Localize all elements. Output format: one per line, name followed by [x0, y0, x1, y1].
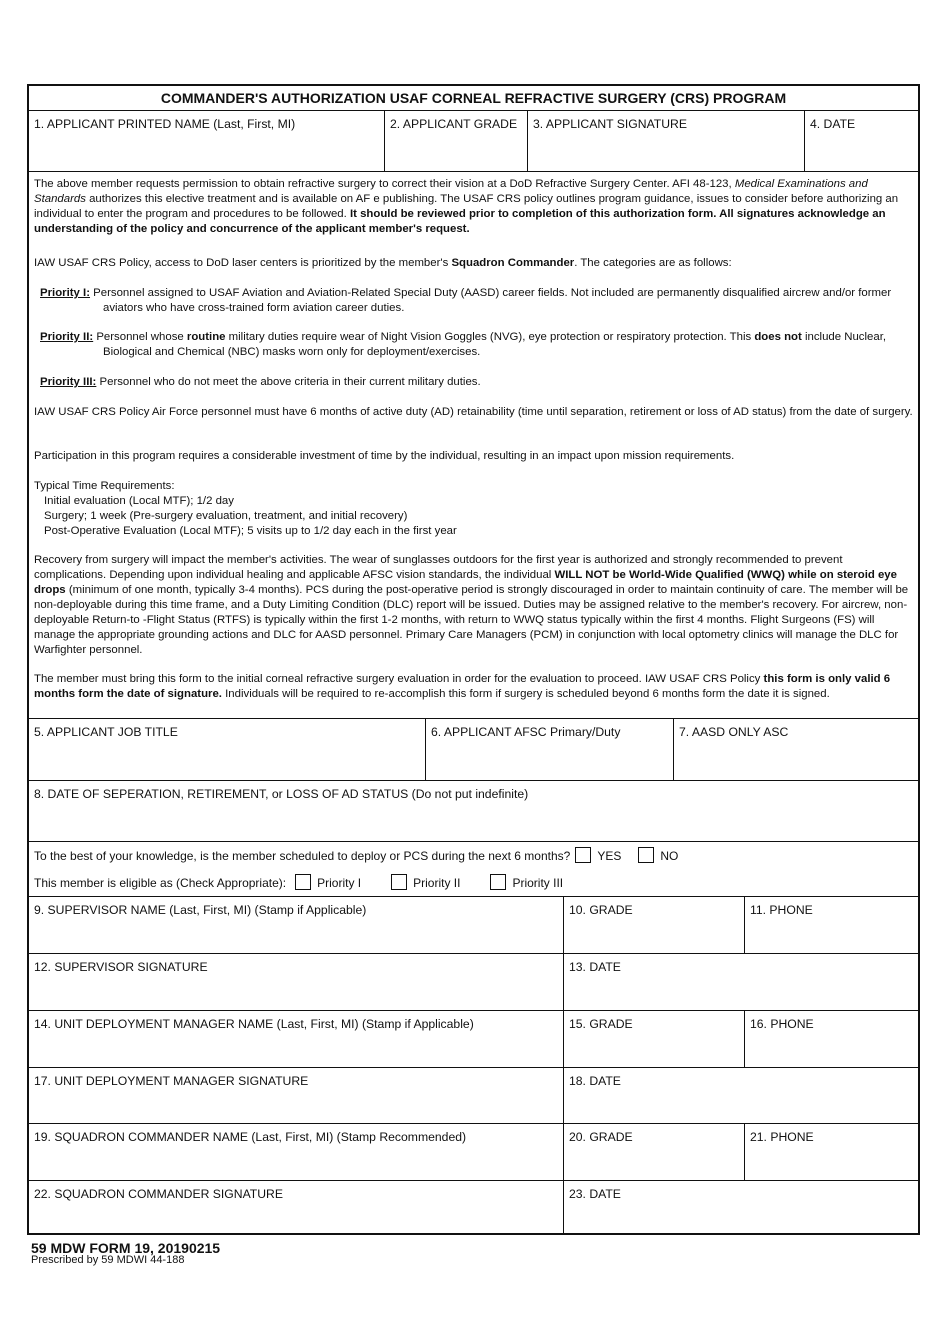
priority-1-checkbox[interactable] — [295, 874, 311, 890]
no-label: NO — [660, 849, 679, 863]
field-label: 8. DATE OF SEPERATION, RETIREMENT, or LOSS OF AD STATUS (Do not put indefinite) — [34, 787, 529, 801]
priority-1-paragraph: Priority I: Personnel assigned to USAF Aviation and Aviation-Related Special Duty (AASD) career fields. Not included are permanently disqualified aircrew and/or former aviators who have cross-trained form aviation career duties. — [40, 287, 892, 314]
priority-3-checkbox[interactable] — [490, 874, 506, 890]
field-commander-date[interactable] — [563, 1181, 918, 1235]
deploy-question: To the best of your knowledge, is the member scheduled to deploy or PCS during the next 6 months? — [34, 849, 571, 863]
field-applicant-signature[interactable] — [527, 111, 804, 171]
field-udm-grade[interactable] — [563, 1011, 744, 1067]
field-label: 17. UNIT DEPLOYMENT MANAGER SIGNATURE — [34, 1074, 309, 1088]
separation-date-row — [29, 781, 918, 842]
validity-paragraph: The member must bring this form to the initial corneal refractive surgery evaluation in order for the evaluation to proceed. IAW USAF CRS Policy this form is only valid 6 months form the date of signature. Individuals will be required to re-accomplish this form if surgery is scheduled beyond 6 months form the date it is signed. — [34, 673, 891, 700]
participation-paragraph: Participation in this program requires a considerable investment of time by the individual, resulting in an impact upon mission requirements. — [34, 450, 735, 462]
policy-text-block — [29, 172, 918, 719]
field-commander-signature[interactable] — [29, 1181, 563, 1235]
prescribed-by: Prescribed by 59 MDWI 44-188 — [31, 1254, 185, 1266]
field-supervisor-signature[interactable] — [29, 954, 563, 1010]
field-label: 3. APPLICANT SIGNATURE — [533, 117, 687, 131]
no-checkbox[interactable] — [638, 847, 654, 863]
commander-signature-row — [29, 1181, 918, 1235]
yes-checkbox[interactable] — [575, 847, 591, 863]
field-udm-phone[interactable] — [744, 1011, 918, 1067]
field-commander-phone[interactable] — [744, 1124, 918, 1180]
priority-3-label: Priority III — [512, 876, 564, 890]
field-label: 4. DATE — [810, 117, 856, 131]
field-applicant-grade[interactable] — [384, 111, 527, 171]
field-applicant-name[interactable] — [29, 111, 384, 171]
field-label: 21. PHONE — [750, 1130, 814, 1144]
field-label: 22. SQUADRON COMMANDER SIGNATURE — [34, 1187, 283, 1201]
form-title: COMMANDER'S AUTHORIZATION USAF CORNEAL REFRACTIVE SURGERY (CRS) PROGRAM — [29, 86, 918, 111]
priority-2-paragraph: Priority II: Personnel whose routine military duties require wear of Night Vision Goggles (NVG), eye protection or respiratory protection. This does not include Nuclear, Biological and Chemical (NBC) masks worn only for deployment/exercises. — [40, 331, 887, 358]
field-supervisor-date[interactable] — [563, 954, 918, 1010]
udm-signature-row — [29, 1068, 918, 1124]
field-udm-date[interactable] — [563, 1068, 918, 1123]
supervisor-name-row — [29, 897, 918, 954]
field-label: 9. SUPERVISOR NAME (Last, First, MI) (Stamp if Applicable) — [34, 903, 367, 917]
applicant-info-row — [29, 111, 918, 172]
retainability-paragraph: IAW USAF CRS Policy Air Force personnel must have 6 months of active duty (AD) retainability (time until separation, retirement or loss of AD status) from the date of surgery. — [34, 406, 913, 418]
yes-label: YES — [597, 849, 622, 863]
time-requirements: Typical Time Requirements: Initial evaluation (Local MTF); 1/2 day Surgery; 1 week (Pre-surgery evaluation, treatment, and initial recovery) Post-Operative Evaluation (Local MTF); 5 visits up to 1/2 day each in the first year — [34, 480, 457, 537]
priority-3-paragraph: Priority III: Personnel who do not meet the above criteria in their current military duties. — [40, 376, 481, 388]
field-label: 18. DATE — [569, 1074, 621, 1088]
field-label: 7. AASD ONLY ASC — [679, 725, 789, 739]
job-info-row — [29, 719, 918, 781]
priority-2-checkbox[interactable] — [391, 874, 407, 890]
field-supervisor-grade[interactable] — [563, 897, 744, 953]
crs-authorization-form — [27, 84, 920, 1235]
field-supervisor-phone[interactable] — [744, 897, 918, 953]
field-label: 6. APPLICANT AFSC Primary/Duty — [431, 725, 621, 739]
field-label: 1. APPLICANT PRINTED NAME (Last, First, MI) — [34, 117, 296, 131]
field-label: 12. SUPERVISOR SIGNATURE — [34, 960, 208, 974]
field-supervisor-name[interactable] — [29, 897, 563, 953]
field-label: 14. UNIT DEPLOYMENT MANAGER NAME (Last, First, MI) (Stamp if Applicable) — [34, 1017, 474, 1031]
priority-2-label: Priority II — [413, 876, 461, 890]
field-label: 5. APPLICANT JOB TITLE — [34, 725, 178, 739]
supervisor-signature-row — [29, 954, 918, 1011]
recovery-paragraph: Recovery from surgery will impact the member's activities. The wear of sunglasses outdoors for the first year is authorized and strongly recommended to prevent complications. Depending upon individual healing and applicable AFSC vision standards, the individual WILL NOT be World-Wide Qualified (WWQ) while on steroid eye drops (minimum of one month, typically 3-4 months). PCS during the post-operative period is strongly discouraged in order to maintain continuity of care. The member will be non-deployable during this time frame, and a Duty Limiting Condition (DLC) report will be issued. Duties may be assigned relative to the member's recovery. For aircrew, non-deployable Return-to -Flight Status (RTFS) is typically within the first 1-2 months, with return to WWQ status typically within the first 4 months. Flight Surgeons (FS) will manage the appropriate grounding actions and DLC for AASD personnel. Primary Care Managers (PCM) in conjunction with local optometry clinics will manage the DLC for Warfighter personnel. — [34, 554, 909, 656]
policy-text — [34, 177, 914, 718]
deploy-question-line — [34, 847, 678, 863]
field-commander-grade[interactable] — [563, 1124, 744, 1180]
field-afsc[interactable] — [425, 719, 673, 780]
checkbox-section — [29, 842, 918, 897]
field-date[interactable] — [804, 111, 918, 171]
field-label: 13. DATE — [569, 960, 621, 974]
field-label: 11. PHONE — [750, 903, 813, 917]
field-separation-date[interactable] — [29, 781, 918, 841]
field-label: 23. DATE — [569, 1187, 621, 1201]
field-commander-name[interactable] — [29, 1124, 563, 1180]
field-job-title[interactable] — [29, 719, 425, 780]
intro-paragraph: The above member requests permission to obtain refractive surgery to correct their vision at a DoD Refractive Surgery Center. AFI 48-123, Medical Examinations and Standards authorizes this elective treatment and is available on AF e publishing. The USAF CRS policy outlines program guidance, issues to consider before authorizing an individual to enter the program and procedures to be followed. It should be reviewed prior to completion of this authorization form. All signatures acknowledge an understanding of the policy and concurrence of the applicant member's request. — [34, 178, 899, 235]
field-udm-name[interactable] — [29, 1011, 563, 1067]
field-label: 10. GRADE — [569, 903, 633, 917]
field-label: 19. SQUADRON COMMANDER NAME (Last, First, MI) (Stamp Recommended) — [34, 1130, 467, 1144]
priority-intro-paragraph: IAW USAF CRS Policy, access to DoD laser centers is prioritized by the member's Squadron Commander. The categories are as follows: — [34, 257, 732, 269]
field-label: 15. GRADE — [569, 1017, 633, 1031]
commander-name-row — [29, 1124, 918, 1181]
field-label: 20. GRADE — [569, 1130, 633, 1144]
form-number: 59 MDW FORM 19, 20190215 — [31, 1240, 221, 1256]
priority-1-label: Priority I — [317, 876, 362, 890]
eligibility-question: This member is eligible as (Check Appropriate): — [34, 876, 287, 890]
field-label: 16. PHONE — [750, 1017, 814, 1031]
field-udm-signature[interactable] — [29, 1068, 563, 1123]
field-aasd-asc[interactable] — [673, 719, 918, 780]
eligibility-line — [34, 874, 563, 890]
udm-name-row — [29, 1011, 918, 1068]
field-label: 2. APPLICANT GRADE — [390, 117, 518, 131]
